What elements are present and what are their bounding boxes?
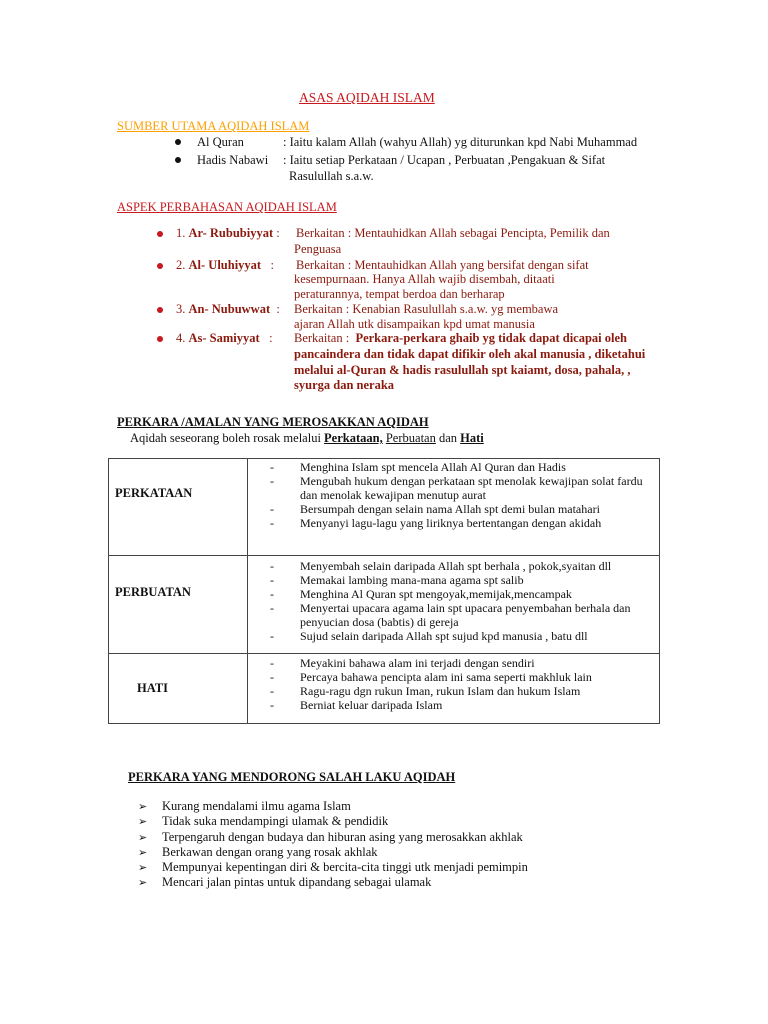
bullet-icon [157, 307, 163, 313]
table-row-content [248, 654, 660, 724]
table-row [109, 654, 660, 724]
table-row [109, 556, 660, 654]
aspek-item-3-head: 3. An- Nubuwwat : [176, 302, 280, 316]
aspek-item-3-line-1: Berkaitan : Kenabian Rasulullah s.a.w. yg membawa [294, 302, 559, 316]
arrow-bullet-icon: ➢ [138, 800, 148, 813]
bullet-icon [157, 336, 163, 342]
bullet-icon [175, 139, 181, 145]
aspek-item-2-line-3: peraturannya, tempat berdoa dan berharap [294, 287, 505, 301]
table-row-label: PERBUATAN [109, 556, 248, 654]
aspek-item-2-line-2: kesempurnaan. Hanya Allah wajib disembah, ditaati [294, 272, 555, 286]
aspek-item-1-head: 1. Ar- Rububiyyat : [176, 226, 280, 240]
pendorong-item-4: Berkawan dengan orang yang rosak akhlak [162, 845, 378, 859]
bullet-icon [175, 157, 181, 163]
list-item: - Percaya bahawa pencipta alam ini sama seperti makhluk lain [270, 670, 592, 684]
aspek-item-1-line-2: Penguasa [294, 242, 342, 256]
list-item: - Menyanyi lagu-lagu yang liriknya bertentangan dengan akidah [270, 516, 602, 530]
aspek-item-4-line-2: pancaindera dan tidak dapat difikir oleh akal manusia , diketahui [294, 347, 646, 361]
sumber-term-2: Hadis Nabawi [197, 153, 269, 167]
sumber-heading: SUMBER UTAMA AQIDAH ISLAM [117, 119, 310, 133]
page-title: ASAS AQIDAH ISLAM [299, 90, 435, 105]
aspek-item-2-line-1: Berkaitan : Mentauhidkan Allah yang bersifat dengan sifat [296, 258, 589, 272]
table-row-label: HATI [109, 654, 248, 724]
list-item: - Sujud selain daripada Allah spt sujud kpd manusia , batu dll [270, 629, 588, 643]
bullet-icon [157, 263, 163, 269]
pendorong-item-1: Kurang mendalami ilmu agama Islam [162, 799, 351, 813]
bullet-icon [157, 231, 163, 237]
aspek-item-2-head: 2. Al- Uluhiyyat : [176, 258, 274, 272]
pendorong-item-2: Tidak suka mendampingi ulamak & pendidik [162, 814, 389, 828]
list-item: - Menyembah selain daripada Allah spt berhala , pokok,syaitan dll [270, 559, 612, 573]
sumber-desc-1: : Iaitu kalam Allah (wahyu Allah) yg diturunkan kpd Nabi Muhammad [283, 135, 638, 149]
arrow-bullet-icon: ➢ [138, 861, 148, 874]
table-row-label: PERKATAAN [109, 459, 248, 556]
list-item: - Mengubah hukum dengan perkataan spt menolak kewajipan solat fardu dan menolak kewajipan menutup aurat [270, 474, 643, 502]
list-item: - Memakai lambing mana-mana agama spt salib [270, 573, 524, 587]
pendorong-item-5: Mempunyai kepentingan diri & bercita-cita tinggi utk menjadi pemimpin [162, 860, 528, 874]
arrow-bullet-icon: ➢ [138, 815, 148, 828]
aspek-item-1-line-1: Berkaitan : Mentauhidkan Allah sebagai Pencipta, Pemilik dan [296, 226, 610, 240]
aspek-item-3-line-2: ajaran Allah utk disampaikan kpd umat manusia [294, 317, 535, 331]
aspek-item-4-line-1: Berkaitan : Perkara-perkara ghaib yg tidak dapat dicapai oleh [294, 331, 627, 345]
list-item: - Menghina Islam spt mencela Allah Al Quran dan Hadis [270, 460, 566, 474]
list-item: - Ragu-ragu dgn rukun Iman, rukun Islam dan hukum Islam [270, 684, 581, 698]
arrow-bullet-icon: ➢ [138, 846, 148, 859]
perkara-table [108, 458, 660, 724]
aspek-item-4-line-4: syurga dan neraka [294, 378, 395, 392]
list-item: - Berniat keluar daripada Islam [270, 698, 443, 712]
aspek-heading: ASPEK PERBAHASAN AQIDAH ISLAM [117, 200, 337, 214]
sumber-desc-2-cont: Rasulullah s.a.w. [289, 169, 374, 183]
pendorong-heading: PERKARA YANG MENDORONG SALAH LAKU AQIDAH [128, 770, 456, 784]
sumber-desc-2: : Iaitu setiap Perkataan / Ucapan , Perbuatan ,Pengakuan & Sifat [283, 153, 606, 167]
table-row-content [248, 556, 660, 654]
arrow-bullet-icon: ➢ [138, 876, 148, 889]
table-row [109, 459, 660, 556]
list-item: - Bersumpah dengan selain nama Allah spt demi bulan matahari [270, 502, 600, 516]
aspek-item-4-head: 4. As- Samiyyat : [176, 331, 273, 345]
pendorong-item-6: Mencari jalan pintas untuk dipandang sebagai ulamak [162, 875, 432, 889]
table-row-content [248, 459, 660, 556]
aspek-item-4-line-3: melalui al-Quran & hadis rasulullah spt kaiamt, dosa, pahala, , [294, 363, 631, 377]
sumber-term-1: Al Quran [197, 135, 244, 149]
perkara-intro: Aqidah seseorang boleh rosak melalui Perkataan, Perbuatan dan Hati [130, 431, 484, 445]
list-item: - Menghina Al Quran spt mengoyak,memijak,mencampak [270, 587, 572, 601]
perkara-heading: PERKARA /AMALAN YANG MEROSAKKAN AQIDAH [117, 415, 429, 429]
list-item: - Meyakini bahawa alam ini terjadi dengan sendiri [270, 656, 535, 670]
arrow-bullet-icon: ➢ [138, 831, 148, 844]
list-item: - Menyertai upacara agama lain spt upacara penyembahan berhala dan penyucian dosa (babtis) di gereja [270, 601, 631, 629]
pendorong-item-3: Terpengaruh dengan budaya dan hiburan asing yang merosakkan akhlak [162, 830, 523, 844]
